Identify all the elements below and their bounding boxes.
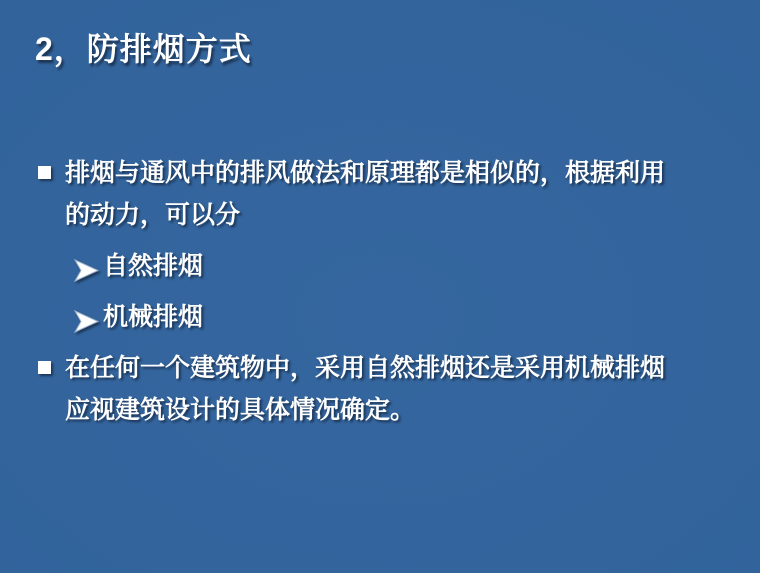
list-item [0,296,760,338]
arrowhead-bullet-icon [74,259,99,282]
bullet-text-line: 自然排烟 [103,252,204,280]
square-bullet-icon [38,166,51,179]
bullet-text-line: 应视建筑设计的具体情况确定。 [65,396,416,424]
bullet-text-line: 在任何一个建筑物中，采用自然排烟还是采用机械排烟 [65,354,666,382]
list-item [0,152,760,236]
bullet-text-line: 的动力，可以分 [65,201,241,229]
slide-body [0,152,760,440]
bullet-text-line: 机械排烟 [103,303,204,331]
list-item [0,245,760,287]
bullet-text-line: 排烟与通风中的排风做法和原理都是相似的，根据利用 [65,159,666,187]
slide-title: 2，防排烟方式 [35,31,252,67]
arrowhead-bullet-icon [74,310,99,333]
list-item [0,347,760,431]
square-bullet-icon [38,361,51,374]
